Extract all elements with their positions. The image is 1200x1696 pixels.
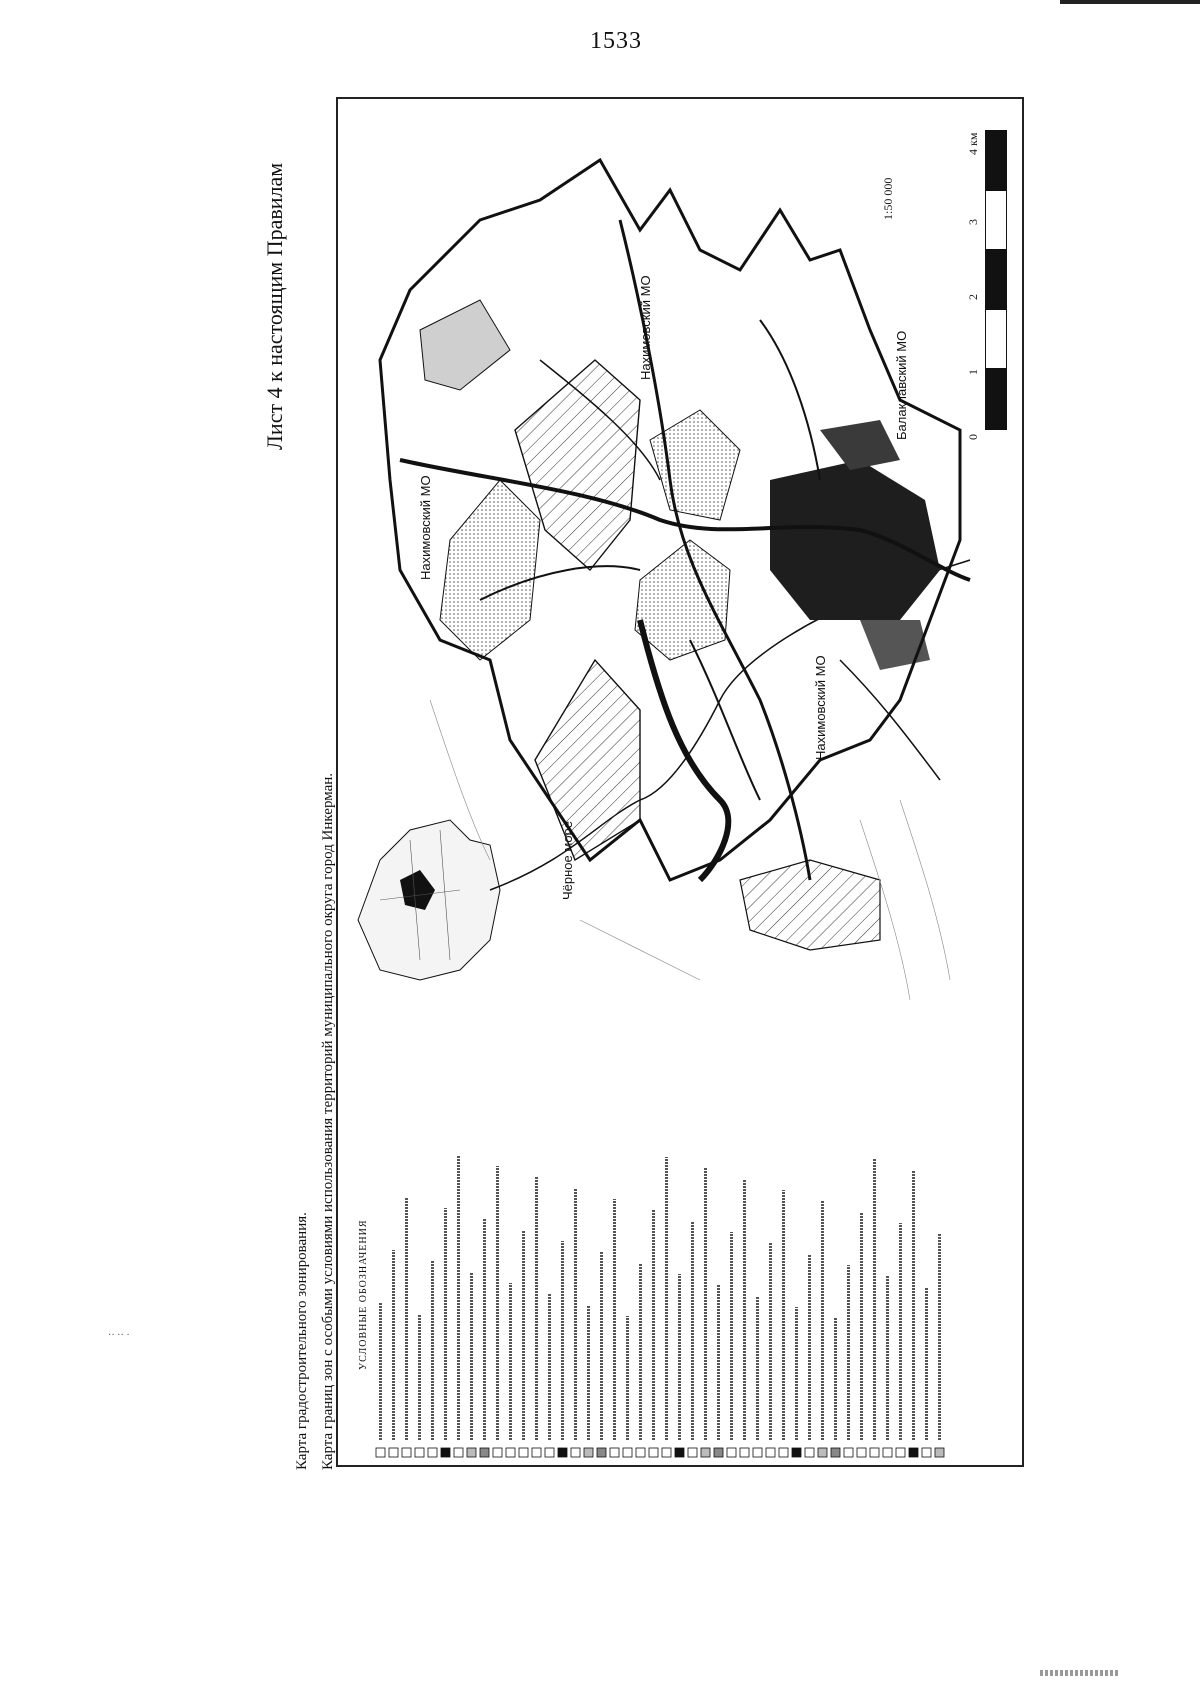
label-black-sea: Чёрное море	[560, 820, 575, 900]
sheet-title: Лист 4 к настоящим Правилам	[262, 162, 287, 450]
legend-swatch	[883, 1448, 892, 1457]
map-caption-line-2: Карта границ зон с особыми условиями использования территорий муниципального округа город Инкерман.	[320, 772, 336, 1470]
legend-swatch	[402, 1448, 411, 1457]
legend-swatch	[506, 1448, 515, 1457]
legend-swatch	[415, 1448, 424, 1457]
page-number: 1533	[590, 28, 642, 54]
legend-swatch	[636, 1448, 645, 1457]
legend-swatch	[714, 1448, 723, 1457]
legend-swatch	[428, 1448, 437, 1457]
legend-swatch	[844, 1448, 853, 1457]
legend-swatch	[909, 1448, 918, 1457]
legend-swatch	[597, 1448, 606, 1457]
legend-swatch	[740, 1448, 749, 1457]
legend-swatch	[701, 1448, 710, 1457]
legend-swatch	[623, 1448, 632, 1457]
margin-marks: ·· ·· ·	[108, 1330, 130, 1341]
legend-swatch	[454, 1448, 463, 1457]
legend-swatch	[467, 1448, 476, 1457]
legend-swatch	[480, 1448, 489, 1457]
scale-tick-2: 2	[966, 294, 980, 300]
legend-swatch	[441, 1448, 450, 1457]
legend-swatch	[584, 1448, 593, 1457]
legend-swatch	[558, 1448, 567, 1457]
scale-tick-3: 3	[966, 219, 980, 225]
legend-swatch	[870, 1448, 879, 1457]
scan-artifact	[1040, 1670, 1120, 1676]
scale-tick-0: 0	[966, 434, 980, 440]
legend-entries	[340, 1060, 980, 1463]
legend-swatch	[779, 1448, 788, 1457]
legend-swatch	[675, 1448, 684, 1457]
map-legend	[340, 1060, 980, 1463]
legend-swatch	[753, 1448, 762, 1457]
legend-swatch	[792, 1448, 801, 1457]
legend-swatch	[389, 1448, 398, 1457]
bay	[640, 620, 728, 880]
legend-swatch	[519, 1448, 528, 1457]
label-nakhimovsky-right: Нахимовский МО	[638, 275, 653, 380]
label-nakhimovsky-left: Нахимовский МО	[813, 655, 828, 760]
label-balaklavsky: Балаклавский МО	[894, 330, 909, 440]
scan-edge-mark	[1060, 0, 1200, 4]
scale-ratio: 1:50 000	[881, 177, 895, 220]
relief-texture	[430, 700, 950, 1000]
legend-swatch	[935, 1448, 944, 1457]
legend-swatch	[376, 1448, 385, 1457]
legend-swatch	[532, 1448, 541, 1457]
legend-heading: УСЛОВНЫЕ ОБОЗНАЧЕНИЯ	[358, 1219, 369, 1370]
legend-swatch	[857, 1448, 866, 1457]
legend-swatch	[493, 1448, 502, 1457]
legend-column-1	[376, 1155, 944, 1457]
legend-swatch	[571, 1448, 580, 1457]
legend-swatch	[610, 1448, 619, 1457]
scale-tick-4: 4 км	[966, 132, 980, 155]
legend-swatch	[662, 1448, 671, 1457]
legend-swatch	[818, 1448, 827, 1457]
inset-locator-map	[358, 820, 500, 980]
legend-swatch	[896, 1448, 905, 1457]
legend-swatch	[922, 1448, 931, 1457]
map-caption-line-1: Карта градостроительного зонирования.	[294, 1212, 310, 1470]
legend-swatch	[727, 1448, 736, 1457]
label-nakhimovsky-upper: Нахимовский МО	[418, 475, 433, 580]
legend-swatch	[649, 1448, 658, 1457]
legend-swatch	[545, 1448, 554, 1457]
scale-annotations	[872, 110, 1012, 450]
legend-swatch	[831, 1448, 840, 1457]
scale-tick-1: 1	[966, 369, 980, 375]
legend-swatch	[805, 1448, 814, 1457]
legend-swatch	[688, 1448, 697, 1457]
legend-swatch	[766, 1448, 775, 1457]
